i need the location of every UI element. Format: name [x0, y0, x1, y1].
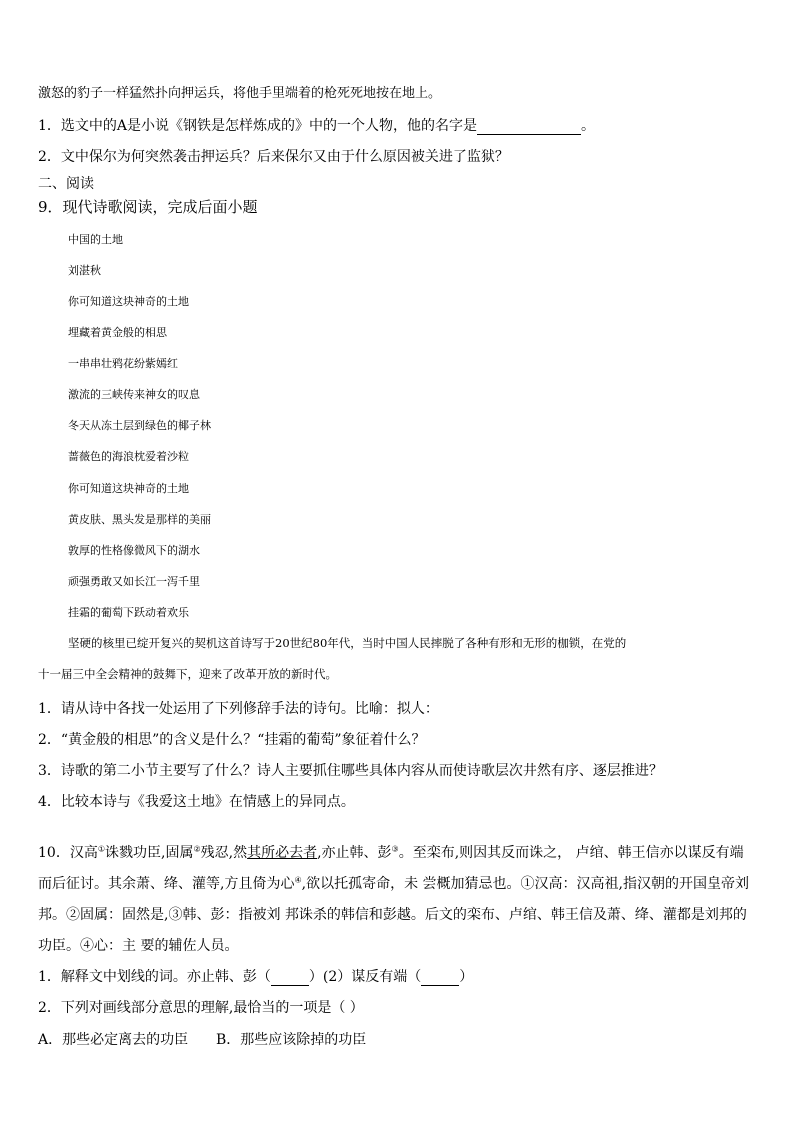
poem-title: 中国的土地	[68, 233, 123, 246]
poem-line: 一串串壮鸦花纷紫嫣红	[68, 357, 178, 370]
passage-tail: 激怒的豹子一样猛然扑向押运兵，将他手里端着的枪死死地按在地上。	[38, 86, 442, 101]
poem-line: 冬天从冻土层到绿色的椰子林	[68, 419, 211, 432]
footnote-marker: ④	[294, 875, 302, 885]
q10-option-a: A．那些必定离去的功臣	[38, 1032, 189, 1048]
text-segment: 10．汉高	[38, 845, 98, 861]
text-segment: 诛戮功臣,固属	[105, 845, 194, 861]
poem-line: 你可知道这块神奇的土地	[68, 295, 189, 308]
q10-question-2: 2．下列对画线部分意思的理解,最恰当的一项是（ ）	[38, 1000, 364, 1016]
footnote-marker: ②	[193, 844, 201, 854]
text-segment: ,亦止韩、彭	[317, 845, 392, 861]
q8-question-2: 2．文中保尔为何突然袭击押运兵？后来保尔又由于什么原因被关进了监狱？	[38, 149, 509, 165]
q9-question: 1．请从诗中各找一处运用了下列修辞手法的诗句。比喻：拟人：	[38, 701, 439, 717]
text-segment: 而后征讨。其余萧、绛、灌等,方且倚为心	[38, 876, 295, 892]
text-segment: 。至栾布,则因其反而诛之， 卢绾、韩王信亦以谋反有端	[398, 845, 744, 861]
text-segment: 1．解释文中划线的词。亦止韩、彭（	[38, 969, 271, 985]
poem-note-line-1: 坚硬的核里已绽开复兴的契机这首诗写于20世纪80年代，当时中国人民摔脱了各种有形和无形的枷锁，在党的	[68, 636, 627, 650]
q8-question-1-text: 1．选文中的A是小说《钢铁是怎样炼成的》中的一个人物，他的名字是	[38, 118, 478, 134]
q8-question-1-end: 。	[581, 118, 596, 134]
poem-line: 激流的三峡传来神女的叹息	[68, 388, 200, 401]
poem-note-line-2: 十一届三中全会精神的鼓舞下，迎来了改革开放的新时代。	[38, 667, 337, 681]
answer-blank[interactable]	[477, 118, 581, 135]
q9-heading: 9．现代诗歌阅读，完成后面小题	[38, 198, 258, 216]
q10-passage-line-3: 邦。②固属：固然是,③韩、彭：指被刘 邦诛杀的韩信和彭越。后文的栾布、卢绾、韩王信及萧、绛、灌都是刘邦的	[38, 907, 747, 923]
q10-passage-line-4: 功臣。④心：主 要的辅佐人员。	[38, 938, 239, 954]
q10-passage-line-1	[38, 842, 744, 862]
q10-question-1	[38, 966, 473, 986]
q9-question: 4．比较本诗与《我爱这土地》在情感上的异同点。	[38, 794, 355, 810]
q10-passage-line-2	[38, 873, 749, 893]
poem-line: 你可知道这块神奇的土地	[68, 482, 189, 495]
section-heading: 二、阅读	[38, 176, 94, 192]
poem-line: 敦厚的性格像微风下的湖水	[68, 544, 200, 557]
underlined-phrase: 其所必去者	[247, 845, 318, 861]
poem-line: 蔷薇色的海浪枕爱着沙粒	[68, 450, 189, 463]
footnote-marker: ③	[391, 844, 399, 854]
poem-line: 顽强勇敢又如长江一泻千里	[68, 575, 200, 588]
q8-question-1	[38, 115, 595, 135]
poem-line: 埋藏着黄金般的相思	[68, 326, 167, 339]
q9-question: 3．诗歌的第二小节主要写了什么？诗人主要抓住哪些具体内容从而使诗歌层次井然有序、逐层推进？	[38, 763, 663, 779]
text-segment: ）	[459, 969, 474, 985]
answer-blank[interactable]	[271, 969, 309, 986]
text-segment: ）(2）谋反有端（	[308, 969, 422, 985]
q9-question: 2．“黄金般的相思”的含义是什么？“挂霜的葡萄”象征着什么？	[38, 732, 426, 748]
answer-blank[interactable]	[421, 969, 459, 986]
text-segment: ,欲以托孤寄命，未 尝概加猜忌也。①汉高：汉高祖,指汉朝的开国皇帝刘	[301, 876, 749, 892]
footnote-marker: ①	[97, 844, 105, 854]
text-segment: 残忍,然	[200, 845, 248, 861]
poem-line: 黄皮肤、黑头发是那样的美丽	[68, 513, 211, 526]
poem-author: 刘湛秋	[68, 264, 101, 277]
q10-option-b: B．那些应该除掉的功臣	[216, 1032, 367, 1048]
poem-line: 挂霜的葡萄下跃动着欢乐	[68, 606, 189, 619]
